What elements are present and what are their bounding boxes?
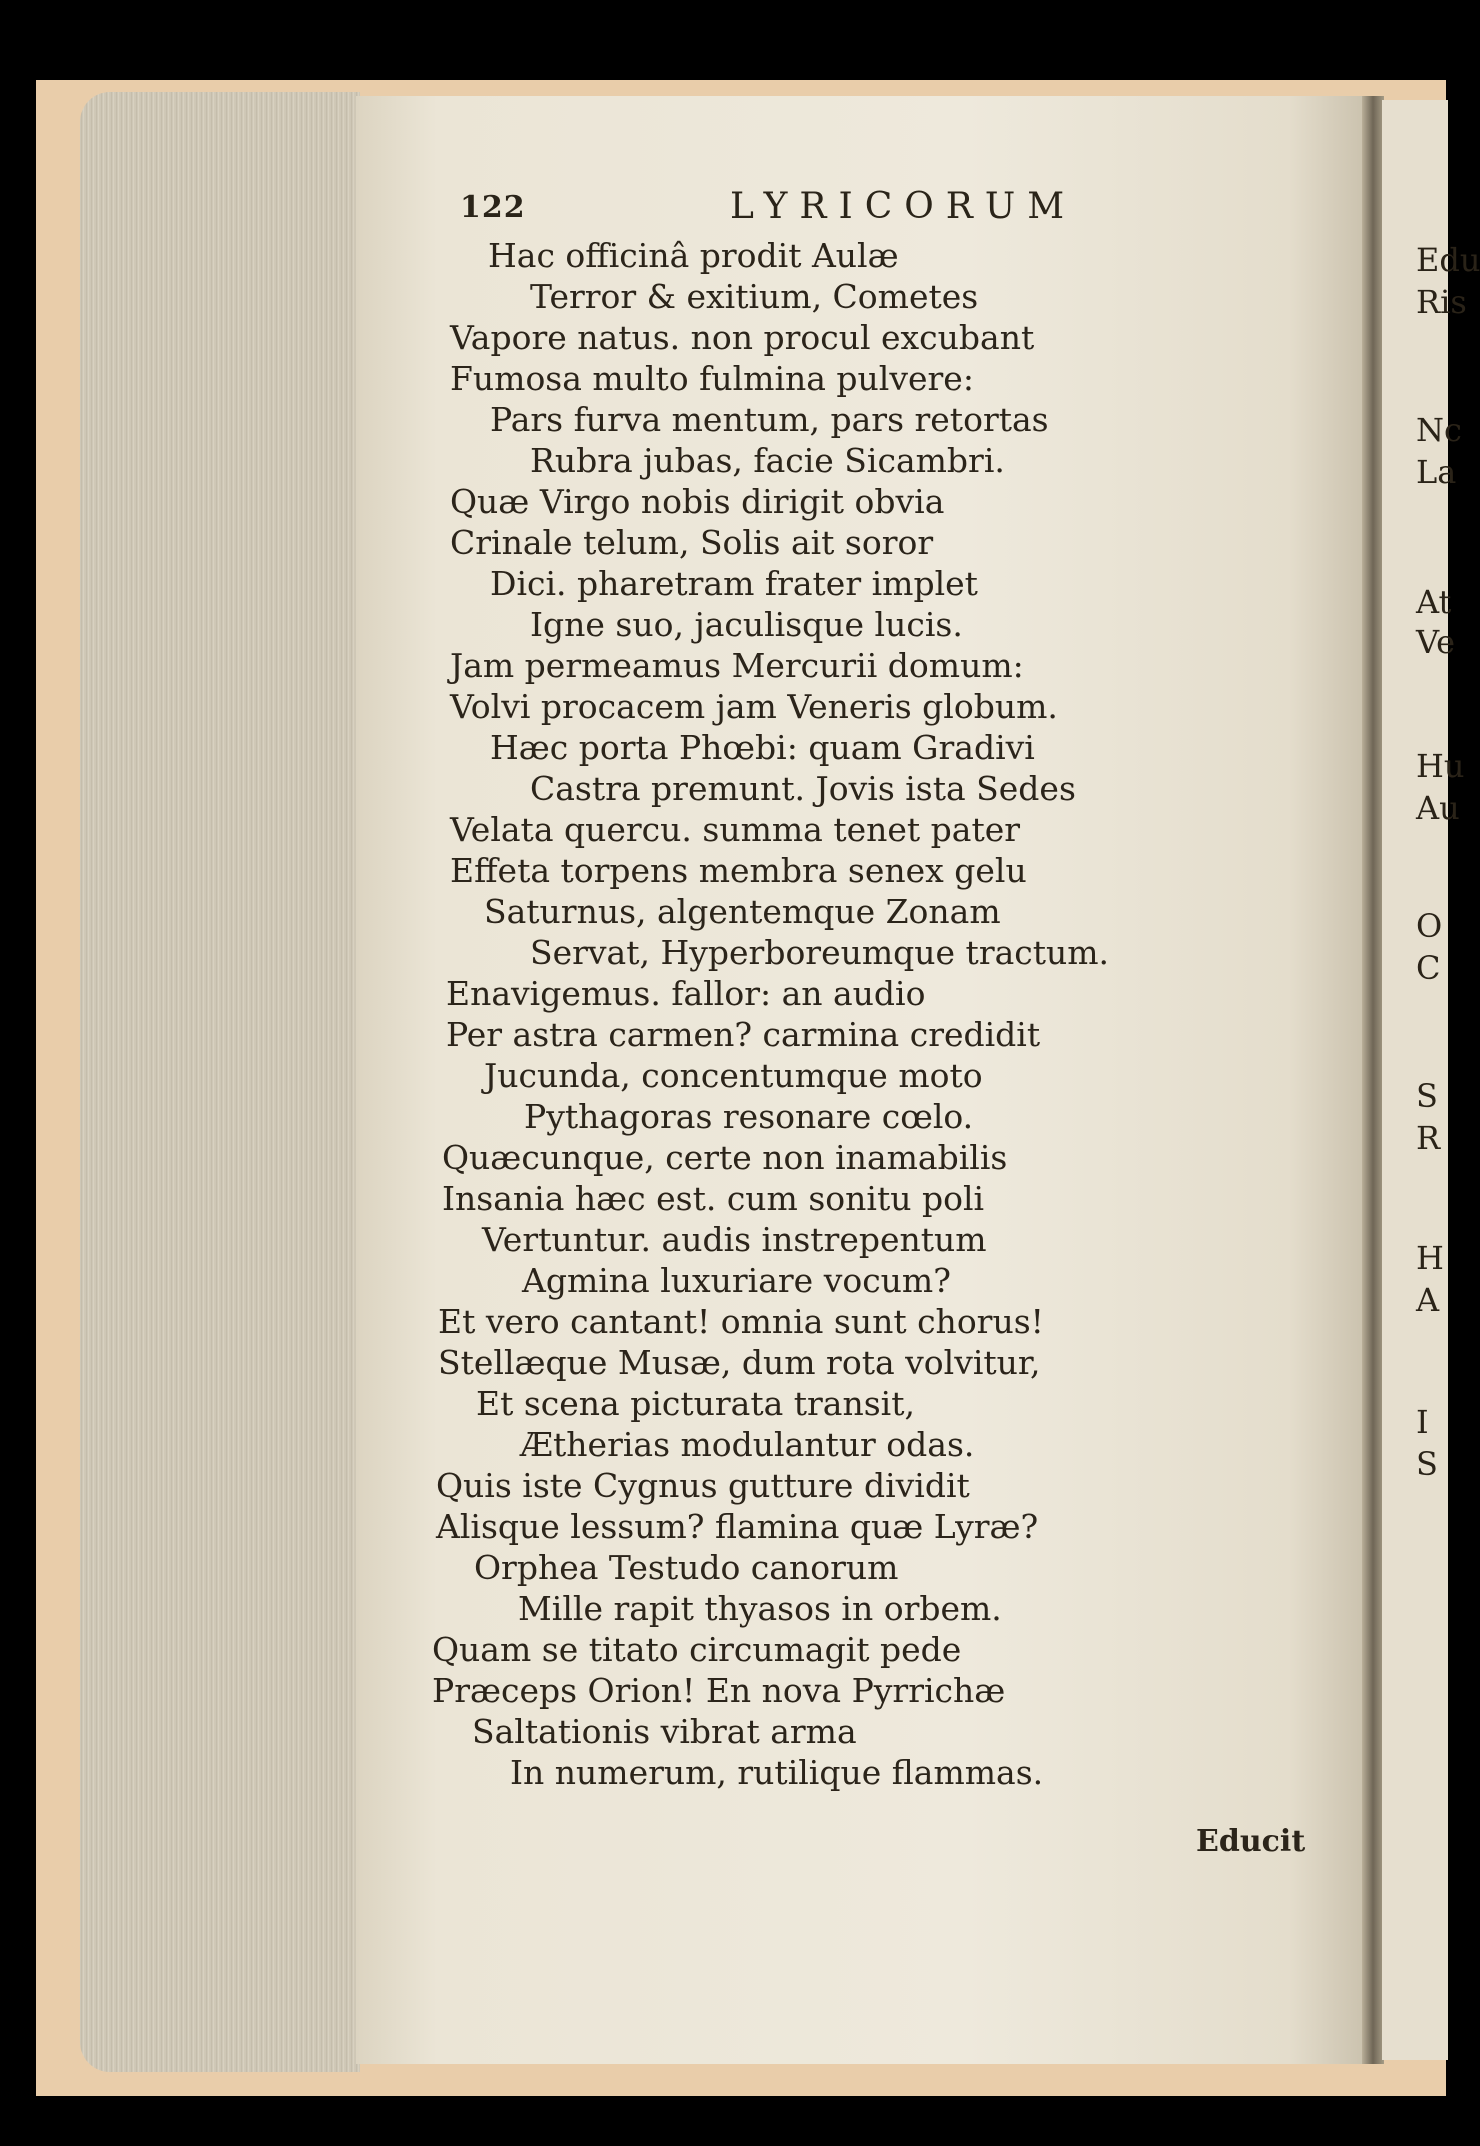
verse-line: Hac officinâ prodit Aulæ bbox=[488, 236, 899, 275]
facing-fragment: La bbox=[1416, 453, 1457, 491]
facing-fragment: S bbox=[1416, 1077, 1438, 1115]
verse-line: Dici. pharetram frater implet bbox=[490, 564, 978, 603]
facing-fragment: R bbox=[1416, 1119, 1441, 1157]
verse-line: Orphea Testudo canorum bbox=[474, 1548, 899, 1587]
facing-fragment: Ris bbox=[1416, 283, 1467, 321]
verse-line: Per astra carmen? carmina credidit bbox=[446, 1015, 1041, 1054]
facing-fragment: S bbox=[1416, 1445, 1438, 1483]
facing-fragment: C bbox=[1416, 949, 1441, 987]
verse-line: Jucunda, concentumque moto bbox=[484, 1056, 983, 1095]
verse-line: Jam permeamus Mercurii domum: bbox=[450, 646, 1024, 685]
facing-fragment: Edu bbox=[1416, 241, 1480, 279]
facing-fragment: At bbox=[1416, 583, 1452, 621]
book-gutter bbox=[1362, 96, 1384, 2064]
facing-fragment: Au bbox=[1416, 789, 1460, 827]
verse-line: Fumosa multo fulmina pulvere: bbox=[450, 359, 974, 398]
verse-line: Terror & exitium, Cometes bbox=[530, 277, 979, 316]
verse-line: Hæc porta Phœbi: quam Gradivi bbox=[490, 728, 1035, 767]
verse-line: Stellæque Musæ, dum rota volvitur, bbox=[438, 1343, 1041, 1382]
verse-line: Crinale telum, Solis ait soror bbox=[450, 523, 934, 562]
verse-line: Vapore natus. non procul excubant bbox=[450, 318, 1035, 357]
verse-line: Saturnus, algentemque Zonam bbox=[484, 892, 1001, 931]
page-header bbox=[450, 186, 1230, 232]
facing-fragment: I bbox=[1416, 1403, 1429, 1441]
verse-line: Præceps Orion! En nova Pyrrichæ bbox=[432, 1671, 1006, 1710]
verse-line: Rubra jubas, facie Sicambri. bbox=[530, 441, 1005, 480]
verse-line: Quæ Virgo nobis dirigit obvia bbox=[450, 482, 945, 521]
verse-line: Velata quercu. summa tenet pater bbox=[450, 810, 1021, 849]
verse-line: Vertuntur. audis instrepentum bbox=[482, 1220, 987, 1259]
verse-line: Pythagoras resonare cœlo. bbox=[524, 1097, 974, 1136]
verse-line: Enavigemus. fallor: an audio bbox=[446, 974, 926, 1013]
verse-line: In numerum, rutilique flammas. bbox=[510, 1753, 1044, 1792]
verse-line: Pars furva mentum, pars retortas bbox=[490, 400, 1049, 439]
verse-line: Volvi procacem jam Veneris globum. bbox=[450, 687, 1058, 726]
verse-line: Igne suo, jaculisque lucis. bbox=[530, 605, 963, 644]
verse-line: Castra premunt. Jovis ista Sedes bbox=[530, 769, 1076, 808]
verse-line: Quæcunque, certe non inamabilis bbox=[442, 1138, 1008, 1177]
running-title: LYRICORUM bbox=[730, 186, 1077, 227]
facing-fragment: O bbox=[1416, 907, 1443, 945]
facing-fragment: H bbox=[1416, 1239, 1444, 1277]
verse-line: Ætherias modulantur odas. bbox=[520, 1425, 975, 1464]
page-number: 122 bbox=[460, 190, 526, 225]
verse-line: Saltationis vibrat arma bbox=[472, 1712, 857, 1751]
facing-fragment: Hu bbox=[1416, 747, 1465, 785]
facing-fragment: Ve bbox=[1416, 623, 1456, 661]
verse-line: Alisque lessum? flamina quæ Lyræ? bbox=[436, 1507, 1039, 1546]
facing-fragment: A bbox=[1416, 1281, 1440, 1319]
catchword: Educit bbox=[1196, 1824, 1306, 1859]
verse-line: Quam se titato circumagit pede bbox=[432, 1630, 962, 1669]
verse-line: Effeta torpens membra senex gelu bbox=[450, 851, 1027, 890]
facing-fragment: Nc bbox=[1416, 411, 1462, 449]
facing-page bbox=[1382, 100, 1480, 2060]
book-fore-edge bbox=[80, 92, 360, 2072]
verse-line: Et vero cantant! omnia sunt chorus! bbox=[438, 1302, 1044, 1341]
verse-line: Insania hæc est. cum sonitu poli bbox=[442, 1179, 985, 1218]
verse-line: Mille rapit thyasos in orbem. bbox=[518, 1589, 1002, 1628]
verse-line: Agmina luxuriare vocum? bbox=[522, 1261, 951, 1300]
verse-line: Et scena picturata transit, bbox=[476, 1384, 915, 1423]
verse-line: Servat, Hyperboreumque tractum. bbox=[530, 933, 1110, 972]
verse-line: Quis iste Cygnus gutture dividit bbox=[436, 1466, 970, 1505]
